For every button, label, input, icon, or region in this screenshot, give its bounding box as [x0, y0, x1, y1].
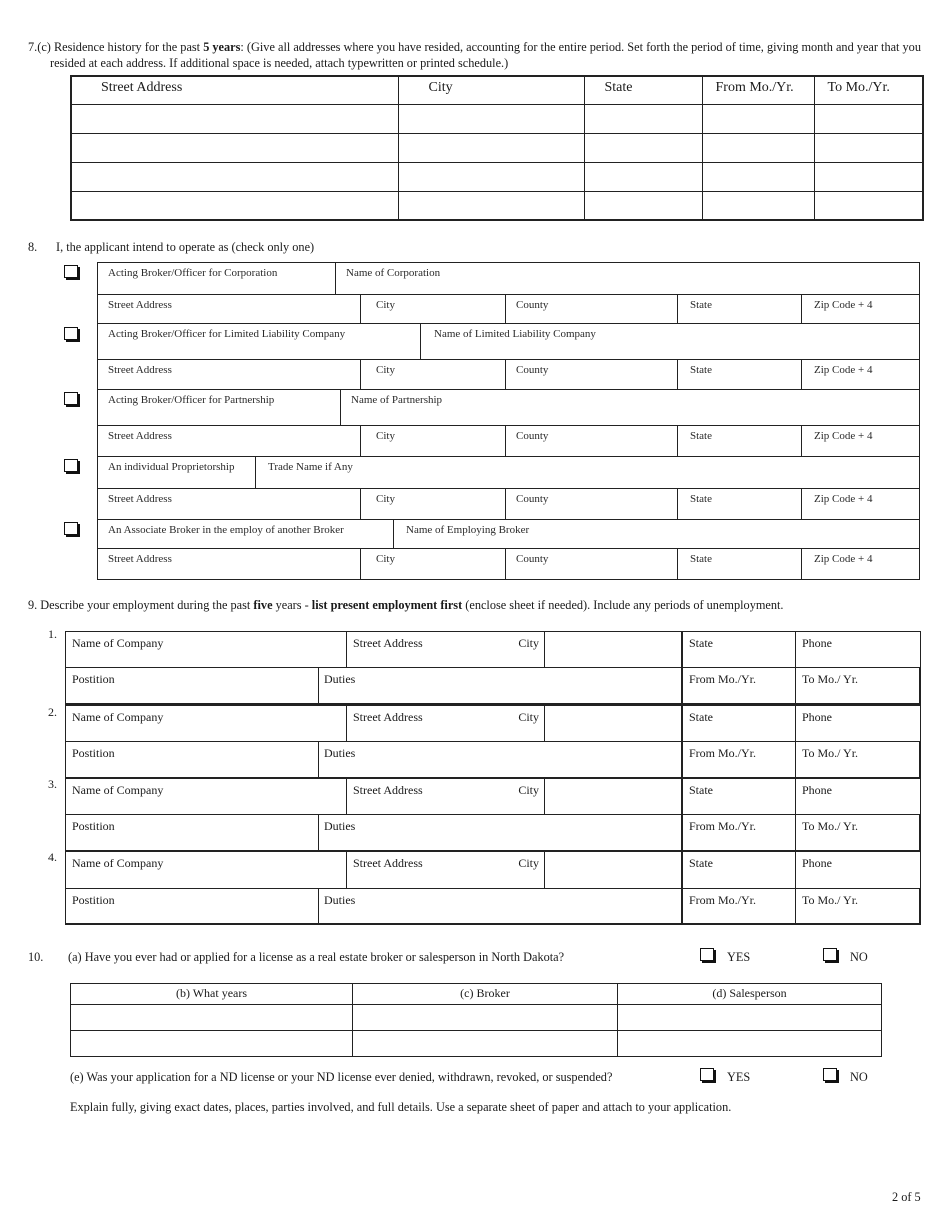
employment-number: 4. [48, 850, 57, 864]
llc-zip-field[interactable]: Zip Code + 4 [801, 359, 920, 390]
question-a-no-checkbox[interactable] [823, 948, 837, 961]
question-a-yes-label: YES [727, 950, 751, 964]
llc-city-field[interactable]: City [360, 359, 506, 390]
proprietorship-checkbox[interactable] [64, 459, 78, 472]
associate-broker-city-field[interactable]: City [360, 548, 506, 580]
employment-number: 2. [48, 705, 57, 719]
residence-state-field[interactable] [584, 104, 702, 133]
employment-number: 3. [48, 777, 57, 791]
employment-1-position-field[interactable]: Postition [65, 667, 319, 704]
question-e-no-label: NO [850, 1070, 868, 1084]
employment-4-street-field[interactable]: Street Address City [346, 850, 545, 889]
associate-broker-street-field[interactable]: Street Address [97, 548, 361, 580]
header-from: From Mo./Yr. [702, 76, 814, 104]
partnership-checkbox[interactable] [64, 392, 78, 405]
proprietorship-name-field[interactable]: Trade Name if Any [255, 456, 920, 489]
question-e-no-checkbox[interactable] [823, 1068, 837, 1081]
employment-2-city-field[interactable] [544, 704, 682, 742]
associate-broker-zip-field[interactable]: Zip Code + 4 [801, 548, 920, 580]
header-what-years: (b) What years [71, 984, 353, 1005]
proprietorship-street-field[interactable]: Street Address [97, 488, 361, 520]
employment-4-state-field[interactable]: State [681, 850, 796, 889]
residence-row [71, 104, 923, 133]
residence-history-table [70, 75, 924, 221]
page-number: 2 of 5 [892, 1190, 921, 1204]
residence-state-field[interactable] [584, 191, 702, 220]
employment-1-company-field[interactable]: Name of Company [65, 631, 347, 668]
license-row [71, 1005, 882, 1031]
corporation-checkbox[interactable] [64, 265, 78, 278]
residence-city-field[interactable] [398, 133, 584, 162]
section7-intro: 7.(c) Residence history for the past 5 years: (Give all addresses where you have resided, accounting for the entire period. Set forth the period of time, giving month and year that you [28, 40, 921, 54]
license-broker-field[interactable] [353, 1005, 618, 1031]
residence-to-field[interactable] [814, 191, 923, 220]
employing-broker-name-field[interactable]: Name of Employing Broker [393, 519, 920, 549]
header-broker: (c) Broker [353, 984, 618, 1005]
employment-4-position-field[interactable]: Postition [65, 888, 319, 925]
employment-1-city-field[interactable] [544, 631, 682, 668]
employment-4-city-field[interactable] [544, 850, 682, 889]
partnership-county-field[interactable]: County [505, 425, 678, 457]
llc-county-field[interactable]: County [505, 359, 678, 390]
license-years-field[interactable] [71, 1031, 353, 1057]
llc-checkbox[interactable] [64, 327, 78, 340]
license-row [71, 1031, 882, 1057]
corporation-type-label: Acting Broker/Officer for Corporation [97, 262, 336, 295]
section9-intro: 9. Describe your employment during the past five years - list present employment first (enclose sheet if needed). Include any periods of unemployment. [28, 598, 784, 612]
question-e-yes-checkbox[interactable] [700, 1068, 714, 1081]
associate-broker-type-label: An Associate Broker in the employ of another Broker [97, 519, 394, 549]
header-street-address: Street Address [71, 76, 398, 104]
residence-street-field[interactable] [71, 162, 398, 191]
residence-city-field[interactable] [398, 104, 584, 133]
llc-name-field[interactable]: Name of Limited Liability Company [420, 323, 920, 360]
employment-1-phone-field[interactable]: Phone [795, 631, 921, 668]
corporation-name-field[interactable]: Name of Corporation [335, 262, 920, 295]
residence-row [71, 191, 923, 220]
residence-to-field[interactable] [814, 133, 923, 162]
header-state: State [584, 76, 702, 104]
residence-row [71, 162, 923, 191]
associate-broker-county-field[interactable]: County [505, 548, 678, 580]
employment-4-company-field[interactable]: Name of Company [65, 850, 347, 889]
proprietorship-zip-field[interactable]: Zip Code + 4 [801, 488, 920, 520]
employment-number: 1. [48, 627, 57, 641]
employment-3-from-field[interactable]: From Mo./Yr. [681, 814, 796, 851]
employment-2-position-field[interactable]: Postition [65, 741, 319, 778]
employment-3-state-field[interactable]: State [681, 777, 796, 815]
header-salesperson: (d) Salesperson [618, 984, 882, 1005]
associate-broker-state-field[interactable]: State [677, 548, 802, 580]
employment-2-company-field[interactable]: Name of Company [65, 704, 347, 742]
employment-3-city-field[interactable] [544, 777, 682, 815]
section8-number: 8. [28, 240, 38, 254]
employment-3-to-field[interactable]: To Mo./ Yr. [795, 814, 921, 851]
license-header-row [71, 984, 882, 1005]
associate-broker-checkbox[interactable] [64, 522, 78, 535]
proprietorship-type-label: An individual Proprietorship [97, 456, 256, 489]
employment-3-duties-field[interactable]: Duties [318, 814, 682, 851]
residence-row [71, 133, 923, 162]
partnership-state-field[interactable]: State [677, 425, 802, 457]
employment-1-street-field[interactable]: Street Address City [346, 631, 545, 668]
residence-state-field[interactable] [584, 133, 702, 162]
license-salesperson-field[interactable] [618, 1005, 882, 1031]
residence-to-field[interactable] [814, 162, 923, 191]
employment-1-state-field[interactable]: State [681, 631, 796, 668]
residence-street-field[interactable] [71, 104, 398, 133]
employment-4-duties-field[interactable]: Duties [318, 888, 682, 925]
llc-type-label: Acting Broker/Officer for Limited Liability Company [97, 323, 421, 360]
section10-question-a: (a) Have you ever had or applied for a license as a real estate broker or salesperson in North Dakota? [68, 950, 565, 964]
employment-4-from-field[interactable]: From Mo./Yr. [681, 888, 796, 925]
residence-to-field[interactable] [814, 104, 923, 133]
corporation-state-field[interactable]: State [677, 294, 802, 324]
header-city: City [398, 76, 584, 104]
employment-3-position-field[interactable]: Postition [65, 814, 319, 851]
partnership-type-label: Acting Broker/Officer for Partnership [97, 389, 341, 426]
license-salesperson-field[interactable] [618, 1031, 882, 1057]
employment-2-duties-field[interactable]: Duties [318, 741, 682, 778]
employment-city-label: City [518, 856, 539, 870]
question-e-yes-label: YES [727, 1070, 751, 1084]
partnership-zip-field[interactable]: Zip Code + 4 [801, 425, 920, 457]
license-broker-field[interactable] [353, 1031, 618, 1057]
residence-from-field[interactable] [702, 162, 814, 191]
residence-street-field[interactable] [71, 191, 398, 220]
proprietorship-county-field[interactable]: County [505, 488, 678, 520]
question-a-no-label: NO [850, 950, 868, 964]
employment-city-label: City [518, 636, 539, 650]
employment-2-from-field[interactable]: From Mo./Yr. [681, 741, 796, 778]
residence-state-field[interactable] [584, 162, 702, 191]
employment-3-company-field[interactable]: Name of Company [65, 777, 347, 815]
partnership-name-field[interactable]: Name of Partnership [340, 389, 920, 426]
residence-city-field[interactable] [398, 191, 584, 220]
employment-3-street-field[interactable]: Street Address City [346, 777, 545, 815]
employment-2-street-field[interactable]: Street Address City [346, 704, 545, 742]
section8-intro: I, the applicant intend to operate as (check only one) [56, 240, 315, 254]
section7-intro-line2: resided at each address. If additional space is needed, attach typewritten or printed schedule.) [50, 56, 509, 70]
question-a-yes-checkbox[interactable] [700, 948, 714, 961]
proprietorship-state-field[interactable]: State [677, 488, 802, 520]
partnership-street-field[interactable]: Street Address [97, 425, 361, 457]
residence-from-field[interactable] [702, 104, 814, 133]
section10-question-e: (e) Was your application for a ND license or your ND license ever denied, withdrawn, revoked, or suspended? [70, 1070, 613, 1084]
residence-from-field[interactable] [702, 133, 814, 162]
proprietorship-city-field[interactable]: City [360, 488, 506, 520]
employment-1-to-field[interactable]: To Mo./ Yr. [795, 667, 921, 704]
residence-from-field[interactable] [702, 191, 814, 220]
employment-2-phone-field[interactable]: Phone [795, 704, 921, 742]
employment-1-from-field[interactable]: From Mo./Yr. [681, 667, 796, 704]
residence-street-field[interactable] [71, 133, 398, 162]
employment-3-phone-field[interactable]: Phone [795, 777, 921, 815]
employment-2-to-field[interactable]: To Mo./ Yr. [795, 741, 921, 778]
employment-4-phone-field[interactable]: Phone [795, 850, 921, 889]
corporation-city-field[interactable]: City [360, 294, 506, 324]
residence-header-row [71, 76, 923, 104]
employment-4-to-field[interactable]: To Mo./ Yr. [795, 888, 921, 925]
llc-state-field[interactable]: State [677, 359, 802, 390]
license-history-table [70, 983, 882, 1057]
corporation-zip-field[interactable]: Zip Code + 4 [801, 294, 920, 324]
corporation-county-field[interactable]: County [505, 294, 678, 324]
license-years-field[interactable] [71, 1005, 353, 1031]
employment-city-label: City [518, 710, 539, 724]
residence-city-field[interactable] [398, 162, 584, 191]
section10-explain: Explain fully, giving exact dates, places, parties involved, and full details. Use a separate sheet of paper and attach to your application. [70, 1100, 732, 1114]
employment-1-duties-field[interactable]: Duties [318, 667, 682, 704]
employment-2-state-field[interactable]: State [681, 704, 796, 742]
employment-city-label: City [518, 783, 539, 797]
llc-street-field[interactable]: Street Address [97, 359, 361, 390]
partnership-city-field[interactable]: City [360, 425, 506, 457]
section10-number: 10. [28, 950, 44, 964]
header-to: To Mo./Yr. [814, 76, 923, 104]
corporation-street-field[interactable]: Street Address [97, 294, 361, 324]
